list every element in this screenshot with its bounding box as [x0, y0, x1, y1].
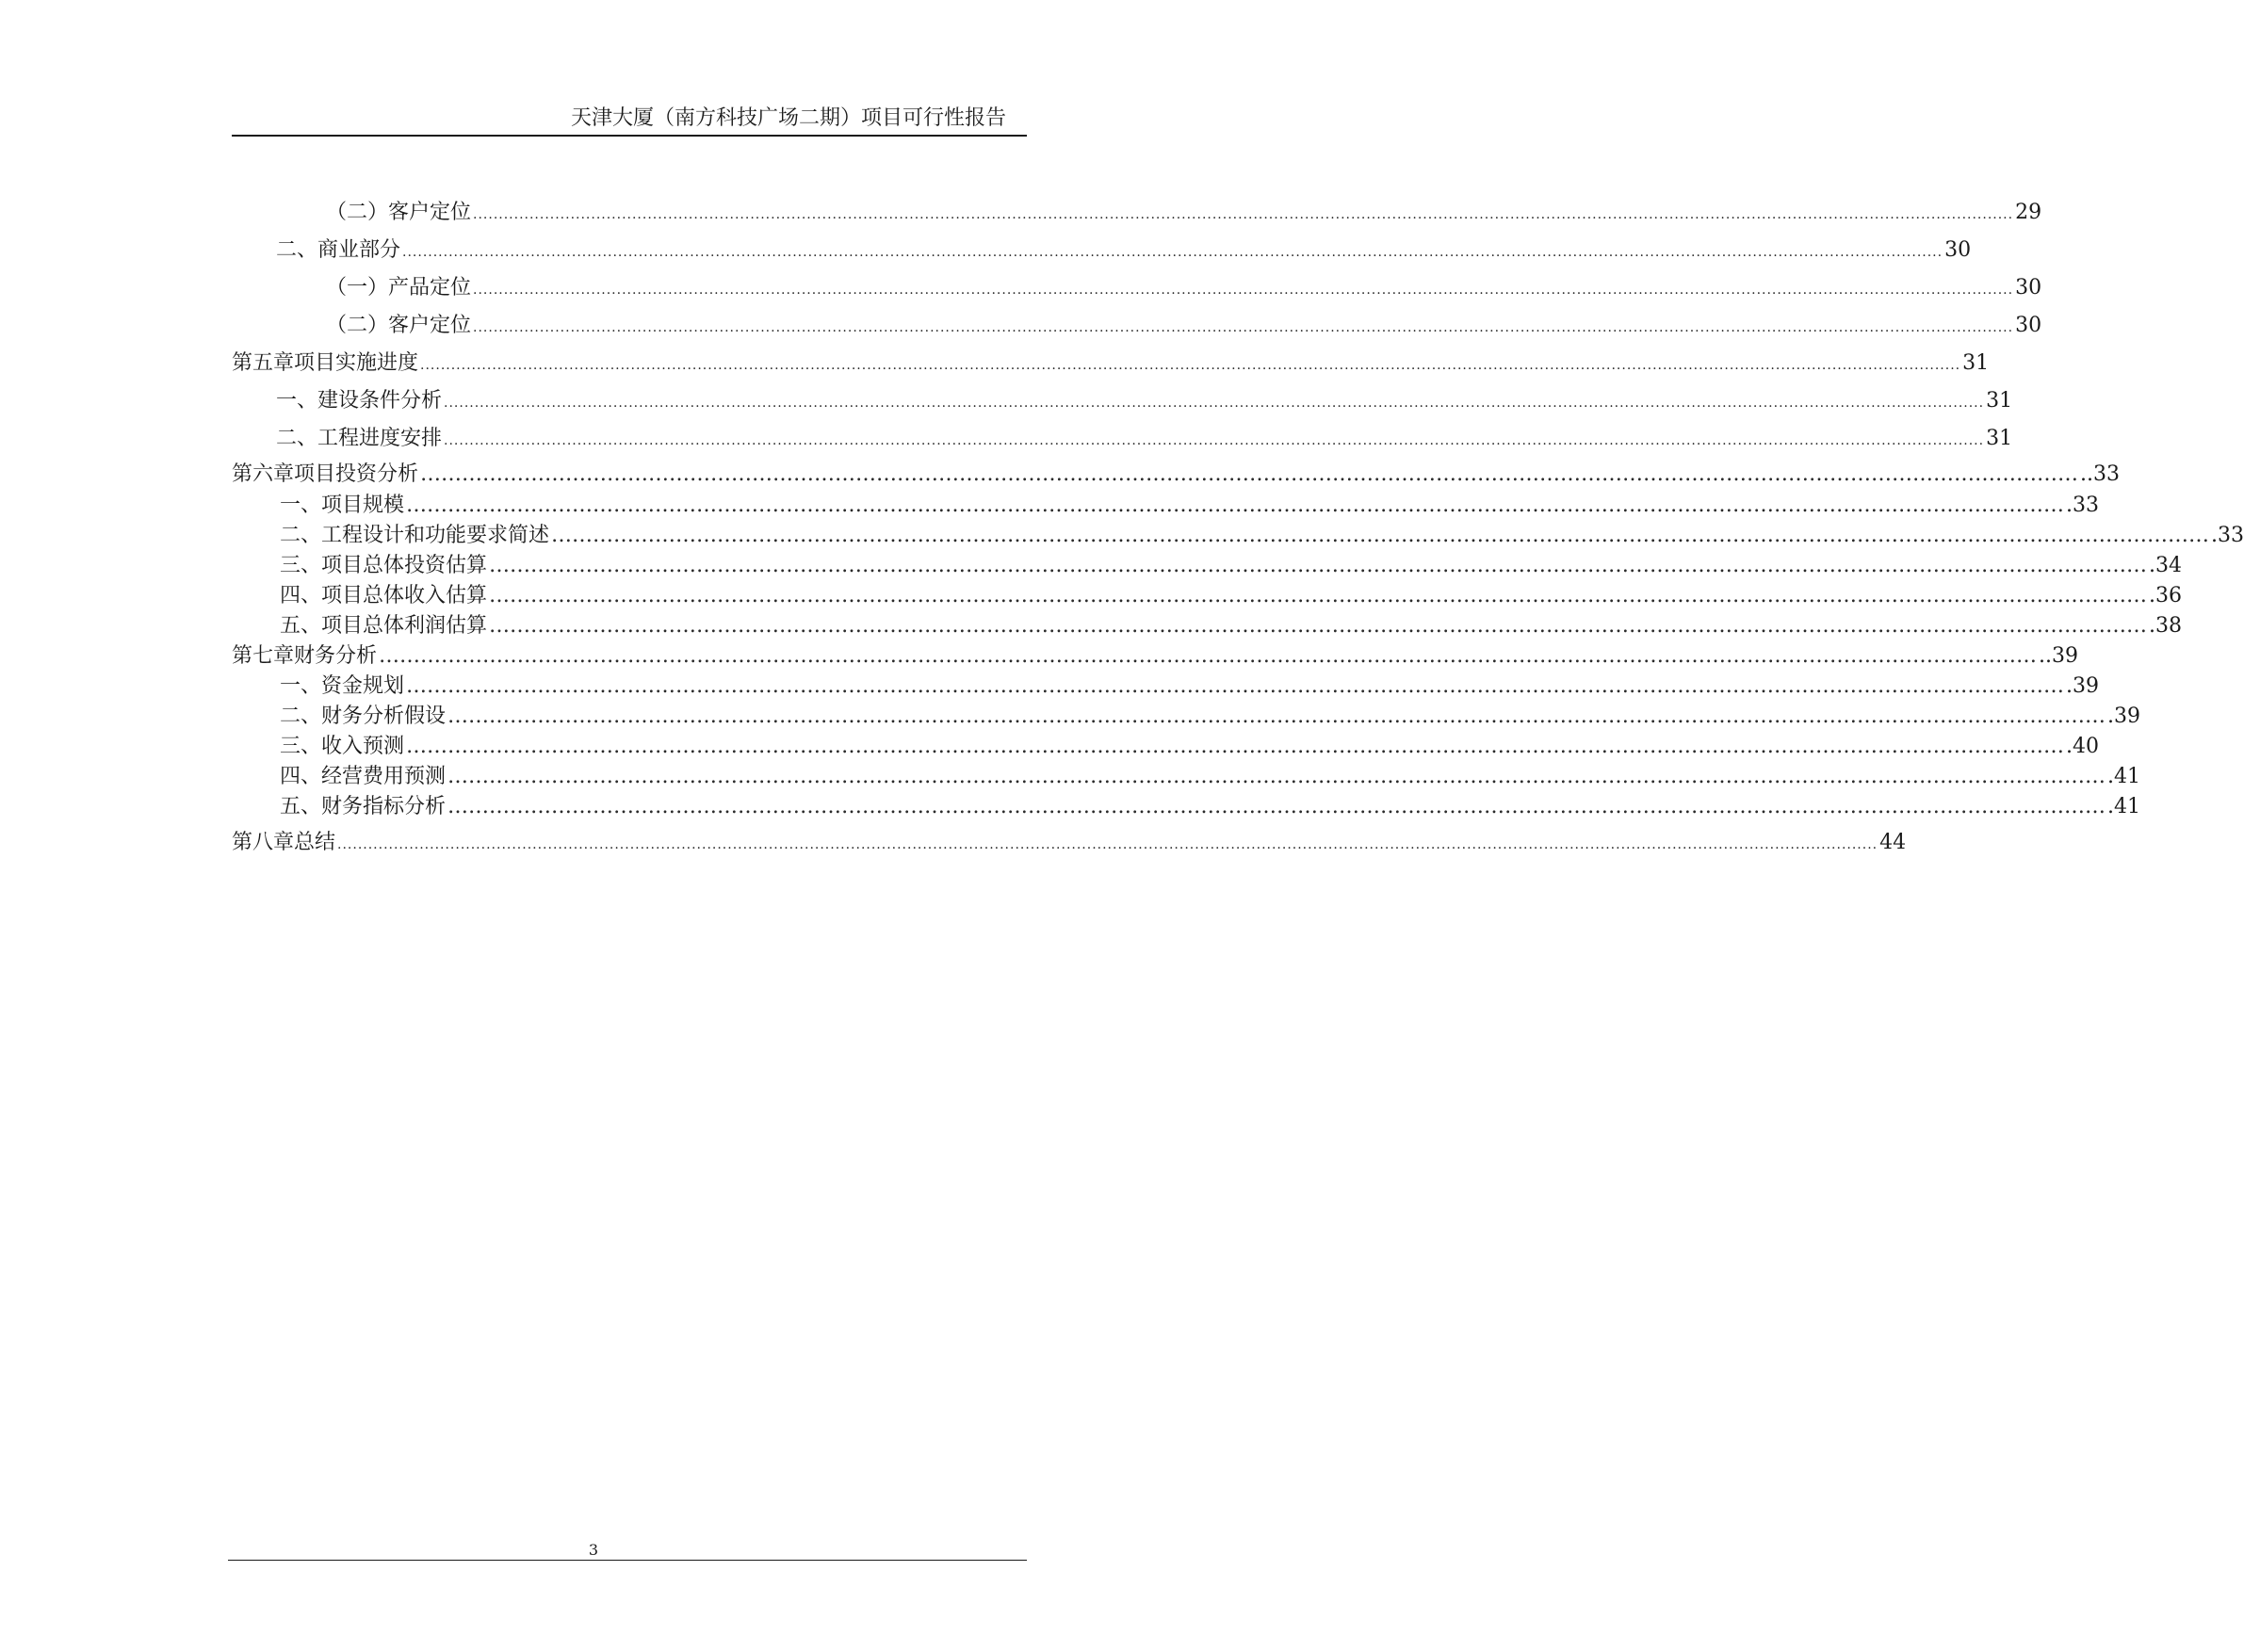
- toc-entry[interactable]: [326, 200, 2042, 228]
- toc-entry-label: 三、项目总体投资估算: [280, 554, 488, 577]
- toc-entry[interactable]: [280, 704, 2141, 730]
- toc-entry-page: 31: [1986, 389, 2013, 413]
- toc-entry-page: .33: [2066, 494, 2100, 517]
- toc-entry[interactable]: [280, 523, 2244, 549]
- toc-chapter-number: 第七章: [232, 644, 295, 668]
- toc-entry-page: 31: [1962, 351, 1990, 375]
- toc-entry-label: 二、财务分析假设: [280, 705, 447, 728]
- toc-entry-label: 一、建设条件分析: [276, 389, 443, 413]
- toc-chapter-number: 第六章: [232, 462, 295, 486]
- toc-entry-label: 总结: [294, 831, 336, 854]
- toc-entry[interactable]: [276, 388, 2013, 416]
- header-rule: [232, 135, 1027, 137]
- toc-entry[interactable]: [280, 553, 2183, 579]
- toc-entry-label: 四、项目总体收入估算: [280, 584, 488, 607]
- toc-entry[interactable]: [276, 237, 1972, 266]
- toc-dot-leader: ............................................................................................................................................................................................................................................................................................................: [473, 283, 2014, 298]
- toc-entry-label: （二）客户定位: [326, 314, 472, 337]
- toc-dot-leader: ……………………………………………………………………………………………………………………………………………………………………………………………………………………: [489, 614, 2148, 638]
- toc-entry-label: 四、经营费用预测: [280, 765, 447, 788]
- toc-entry-page: 29: [2015, 201, 2042, 224]
- toc-entry-page: ..39: [2039, 644, 2079, 668]
- toc-entry-label: 二、商业部分: [276, 238, 401, 262]
- toc-entry-page: 30: [1944, 238, 1972, 262]
- toc-chapter-entry[interactable]: [232, 643, 2079, 670]
- toc-entry-label: 五、项目总体利润估算: [280, 614, 488, 638]
- toc-entry-label: 财务分析: [294, 644, 378, 668]
- toc-entry-label: 二、工程设计和功能要求简述: [280, 524, 550, 547]
- toc-dot-leader: ............................................................................................................................................................................................................................................................................................................: [420, 358, 1961, 373]
- toc-chapter-number: 第五章: [232, 351, 295, 375]
- toc-entry-page: .36: [2149, 584, 2183, 607]
- toc-dot-leader: ............................................................................................................................................................................................................................................................................................................: [444, 433, 1985, 448]
- toc-entry[interactable]: [280, 613, 2183, 640]
- footer-rule: [228, 1560, 1027, 1561]
- toc-entry-label: （二）客户定位: [326, 201, 472, 224]
- toc-entry[interactable]: [280, 764, 2141, 790]
- toc-dot-leader: ……………………………………………………………………………………………………………………………………………………………………………………………………………………: [379, 644, 2038, 668]
- toc-dot-leader: ……………………………………………………………………………………………………………………………………………………………………………………………………………………: [447, 765, 2106, 788]
- toc-entry[interactable]: [280, 583, 2183, 609]
- toc-entry-label: 五、财务指标分析: [280, 795, 447, 818]
- toc-entry-page: 31: [1986, 427, 2013, 450]
- toc-dot-leader: ……………………………………………………………………………………………………………………………………………………………………………………………………………………: [406, 494, 2065, 517]
- toc-entry-page: 30: [2015, 314, 2042, 337]
- toc-chapter-entry[interactable]: [232, 462, 2121, 488]
- page-number: 3: [588, 1541, 599, 1559]
- toc-entry[interactable]: [326, 313, 2042, 341]
- toc-entry-label: 一、资金规划: [280, 674, 405, 698]
- toc-dot-leader: ............................................................................................................................................................................................................................................................................................................: [337, 837, 1878, 852]
- toc-entry-label: 二、工程进度安排: [276, 427, 443, 450]
- toc-dot-leader: ............................................................................................................................................................................................................................................................................................................: [402, 245, 1943, 260]
- toc-entry-page: .40: [2066, 735, 2100, 758]
- toc-dot-leader: ……………………………………………………………………………………………………………………………………………………………………………………………………………………: [406, 735, 2065, 758]
- toc-dot-leader: ……………………………………………………………………………………………………………………………………………………………………………………………………………………: [447, 705, 2106, 728]
- toc-entry-page: .41: [2107, 795, 2141, 818]
- toc-dot-leader: ……………………………………………………………………………………………………………………………………………………………………………………………………………………: [406, 674, 2065, 698]
- toc-entry-label: 项目实施进度: [294, 351, 419, 375]
- toc-entry-label: 三、收入预测: [280, 735, 405, 758]
- toc-dot-leader: ............................................................................................................................................................................................................................................................................................................: [444, 396, 1985, 411]
- toc-entry-page: .38: [2149, 614, 2183, 638]
- toc-entry[interactable]: [280, 734, 2100, 760]
- toc-entry-page: .33: [2211, 524, 2244, 547]
- toc-entry-page: ..33: [2080, 462, 2121, 486]
- toc-dot-leader: ……………………………………………………………………………………………………………………………………………………………………………………………………………………: [489, 584, 2148, 607]
- toc-chapter-number: 第八章: [232, 831, 295, 854]
- toc-chapter-entry[interactable]: [232, 830, 1907, 858]
- toc-entry-page: 44: [1879, 831, 1907, 854]
- toc-dot-leader: ............................................................................................................................................................................................................................................................................................................: [473, 207, 2014, 222]
- toc-entry-page: .39: [2066, 674, 2100, 698]
- toc-entry-page: 30: [2015, 276, 2042, 300]
- toc-entry-label: 项目投资分析: [294, 462, 419, 486]
- toc-dot-leader: ……………………………………………………………………………………………………………………………………………………………………………………………………………………: [420, 462, 2079, 486]
- toc-entry[interactable]: [280, 794, 2141, 820]
- toc-dot-leader: ……………………………………………………………………………………………………………………………………………………………………………………………………………………: [551, 524, 2210, 547]
- toc-entry-label: （一）产品定位: [326, 276, 472, 300]
- toc-entry-page: .34: [2149, 554, 2183, 577]
- toc-entry-page: .41: [2107, 765, 2141, 788]
- toc-entry[interactable]: [326, 275, 2042, 303]
- toc-entry[interactable]: [276, 426, 2013, 454]
- toc-entry[interactable]: [280, 673, 2100, 700]
- toc-chapter-entry[interactable]: [232, 350, 1990, 379]
- toc-entry[interactable]: [280, 493, 2100, 519]
- toc-entry-page: .39: [2107, 705, 2141, 728]
- running-header-title: 天津大厦（南方科技广场二期）项目可行性报告: [570, 106, 1006, 130]
- toc-dot-leader: ............................................................................................................................................................................................................................................................................................................: [473, 320, 2014, 335]
- toc-dot-leader: ……………………………………………………………………………………………………………………………………………………………………………………………………………………: [489, 554, 2148, 577]
- toc-entry-label: 一、项目规模: [280, 494, 405, 517]
- toc-dot-leader: ……………………………………………………………………………………………………………………………………………………………………………………………………………………: [447, 795, 2106, 818]
